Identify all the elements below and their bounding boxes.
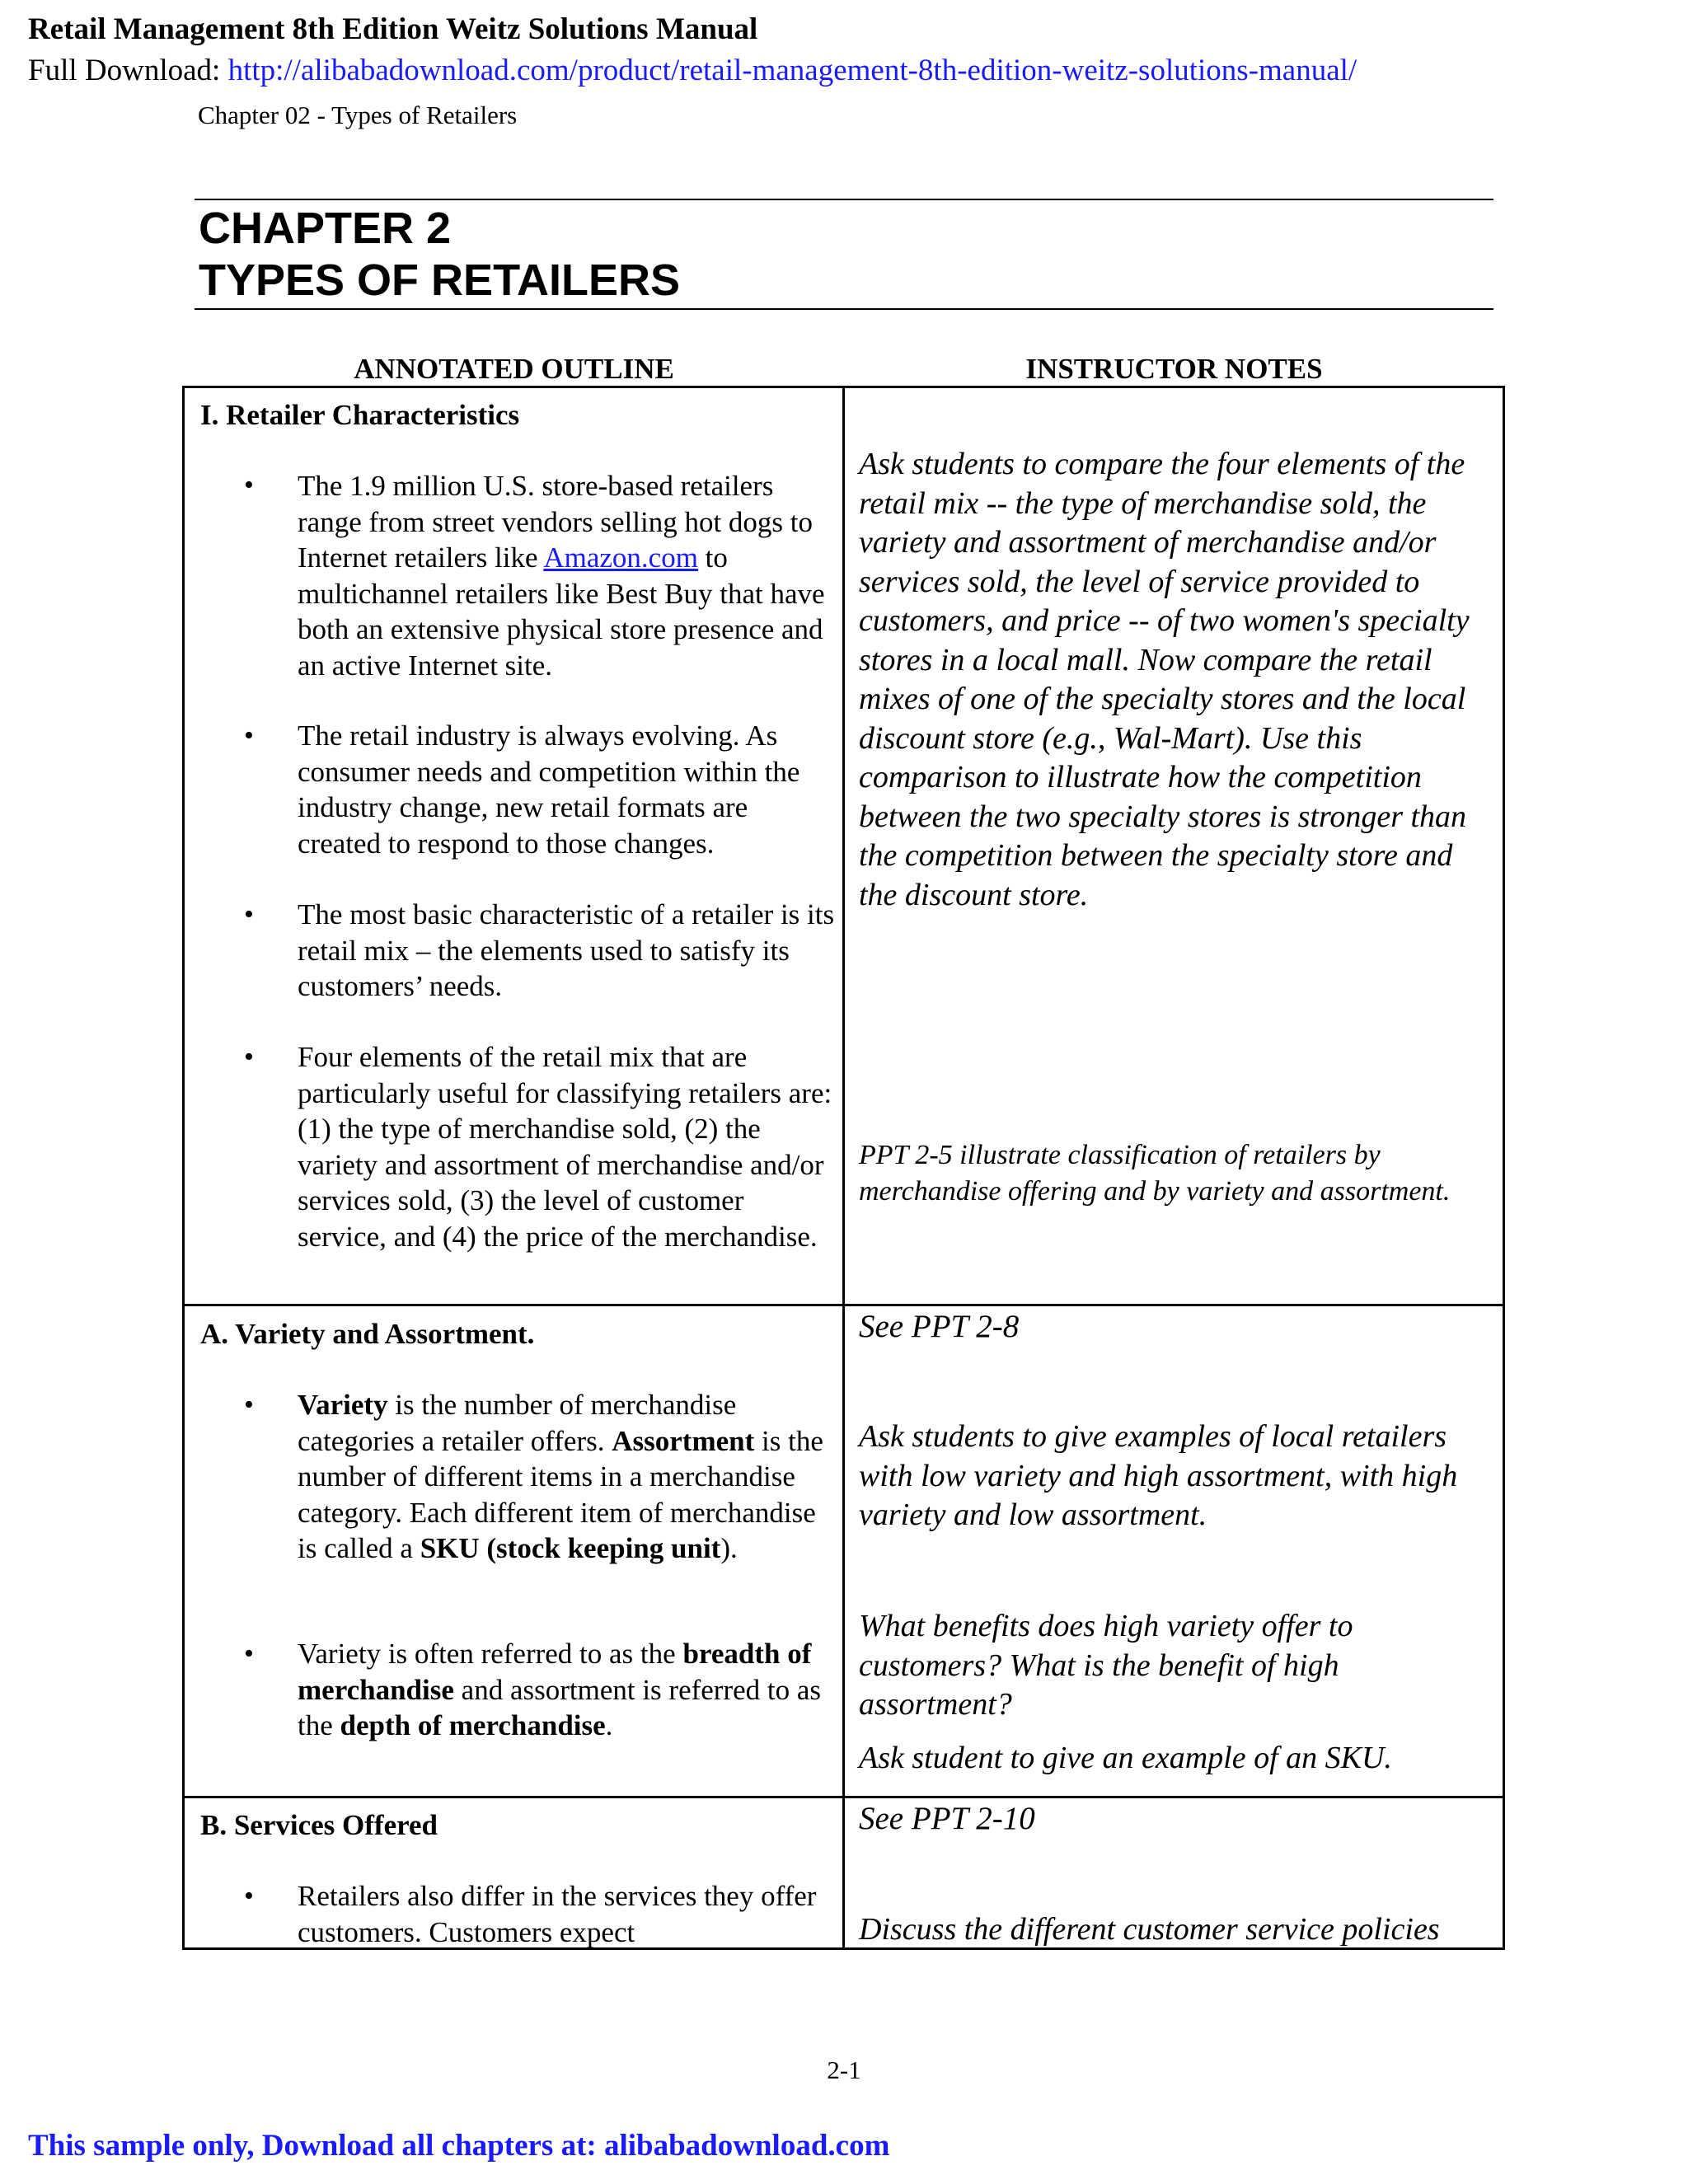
download-label: Full Download: bbox=[28, 54, 228, 87]
section-title-variety-assortment: A. Variety and Assortment. bbox=[200, 1318, 535, 1350]
bullet-text: . bbox=[605, 1709, 613, 1741]
bullet-icon: • bbox=[244, 1881, 254, 1911]
amazon-link[interactable]: Amazon.com bbox=[543, 541, 698, 574]
bullet-icon: • bbox=[244, 1638, 254, 1669]
bullet-icon: • bbox=[244, 720, 254, 751]
chapter-title: TYPES OF RETAILERS bbox=[199, 255, 681, 305]
outline-bullet: The retail industry is always evolving. As consumer needs and competition within the industry change, new retail formats are created to respond to those changes. bbox=[298, 719, 800, 860]
column-header-notes: INSTRUCTOR NOTES bbox=[1025, 353, 1323, 385]
instructor-note: Discuss the different customer service policies bbox=[859, 1912, 1440, 1947]
bullet-icon: • bbox=[244, 470, 254, 500]
outline-bullet bbox=[298, 468, 837, 683]
bullet-icon: • bbox=[244, 1042, 254, 1072]
outline-bullet bbox=[298, 1387, 837, 1567]
instructor-note: What benefits does high variety offer to customers? What is the benefit of high assortment? bbox=[859, 1609, 1353, 1722]
section-title-retailer-characteristics: I. Retailer Characteristics bbox=[200, 399, 520, 431]
download-line bbox=[28, 53, 1357, 88]
term-variety: Variety bbox=[298, 1389, 388, 1421]
section-title-services-offered: B. Services Offered bbox=[200, 1809, 438, 1841]
instructor-note: PPT 2-5 illustrate classification of retailers by merchandise offering and by variety and assortment. bbox=[859, 1140, 1451, 1207]
bullet-text: Variety is often referred to as the bbox=[298, 1638, 683, 1670]
term-assortment: Assortment bbox=[612, 1424, 755, 1457]
page-number: 2-1 bbox=[827, 2055, 861, 2084]
bullet-icon: • bbox=[244, 1390, 254, 1420]
instructor-note: See PPT 2-8 bbox=[859, 1309, 1020, 1344]
bullet-text: to multichannel retailers like Best Buy that have both an extensive physical store presence and an active Internet site. bbox=[298, 541, 825, 682]
bullet-text: is the number of different items in a merchandise category. Each different item of merchandise is called a bbox=[298, 1424, 823, 1564]
bullet-icon: • bbox=[244, 899, 254, 930]
instructor-note: See PPT 2-10 bbox=[859, 1801, 1035, 1836]
term-sku: SKU (stock keeping unit bbox=[420, 1532, 721, 1564]
bullet-text: is the number of merchandise categories a retailer offers. bbox=[298, 1389, 737, 1457]
heading-bottom-rule bbox=[195, 308, 1493, 310]
running-header: Chapter 02 - Types of Retailers bbox=[198, 101, 518, 129]
chapter-heading bbox=[199, 203, 1484, 307]
column-divider bbox=[842, 386, 845, 1950]
bullet-text: The 1.9 million U.S. store-based retailers range from street vendors selling hot dogs to Internet retailers like bbox=[298, 470, 814, 574]
download-link[interactable]: http://alibabadownload.com/product/retail-management-8th-edition-weitz-solutions-manual/ bbox=[227, 54, 1357, 87]
term-breadth: breadth of merchandise bbox=[298, 1638, 812, 1706]
term-depth: depth of merchandise bbox=[340, 1709, 606, 1741]
download-notice[interactable]: This sample only, Download all chapters at: alibabadownload.com bbox=[28, 2129, 890, 2163]
outline-bullet: The most basic characteristic of a retailer is its retail mix – the elements used to satisfy its customers’ needs. bbox=[298, 898, 835, 1002]
column-header-outline: ANNOTATED OUTLINE bbox=[354, 353, 674, 385]
instructor-note: Ask students to give examples of local retailers with low variety and high assortment, with high variety and low assortment. bbox=[859, 1419, 1458, 1532]
bullet-text: ). bbox=[720, 1532, 738, 1564]
table-right-border bbox=[1503, 386, 1505, 1950]
chapter-number: CHAPTER 2 bbox=[199, 204, 452, 253]
instructor-note: Ask students to compare the four elements of the retail mix -- the type of merchandise sold, the variety and assortment of merchandise and/or services sold, the level of service provided to customers, and price -- of two women's specialty stores in a local mall. Now compare the retail mixes of one of the specialty stores and the local discount store (e.g., Wal-Mart). Use this comparison to illustrate how the competition between the two specialty stores is stronger than the competition between the specialty store and the discount store. bbox=[859, 447, 1470, 912]
outline-bullet bbox=[298, 1636, 837, 1744]
instructor-note: Ask student to give an example of an SKU. bbox=[859, 1741, 1392, 1775]
outline-bullet: Retailers also differ in the services they offer customers. Customers expect bbox=[298, 1880, 817, 1948]
bullet-text: and assortment is referred to as the bbox=[298, 1673, 822, 1741]
document-title: Retail Management 8th Edition Weitz Solutions Manual bbox=[28, 12, 758, 46]
outline-bullet: Four elements of the retail mix that are particularly useful for classifying retailers are: (1) the type of merchandise sold, (2) the variety and assortment of merchandise and/or services sold, (3) the level of customer service, and (4) the price of the merchandise. bbox=[298, 1041, 832, 1253]
table-left-border bbox=[182, 386, 185, 1950]
heading-top-rule bbox=[195, 199, 1493, 200]
